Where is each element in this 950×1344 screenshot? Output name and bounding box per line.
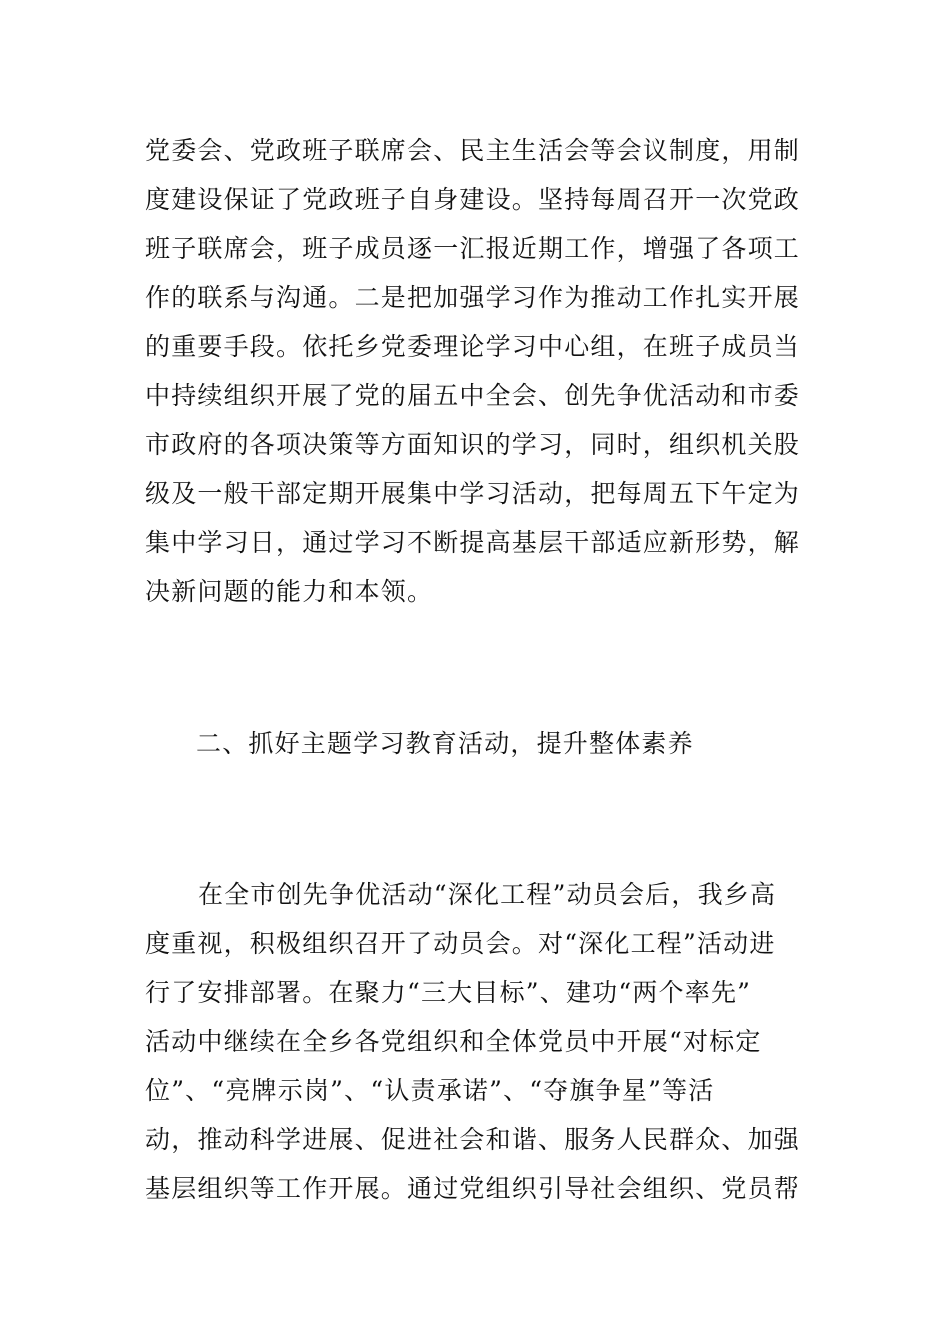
section-heading: 二、抓好主题学习教育活动，提升整体素养	[196, 729, 694, 758]
paragraph-line: 位”、“亮牌示岗”、“认责承诺”、“夺旗争星”等活	[145, 1076, 715, 1105]
paragraph-line: 活动中继续在全乡各党组织和全体党员中开展“对标定	[145, 1027, 762, 1056]
paragraph-line: 在全市创先争优活动“深化工程”动员会后，我乡高	[198, 880, 777, 909]
paragraph-line: 动，推动科学进展、促进社会和谐、服务人民群众、加强	[145, 1125, 801, 1154]
paragraph-line: 集中学习日，通过学习不断提高基层干部适应新形势，解	[145, 528, 801, 557]
paragraph-line: 决新问题的能力和本领。	[145, 577, 434, 606]
paragraph-line: 的重要手段。依托乡党委理论学习中心组，在班子成员当	[145, 332, 801, 361]
paragraph-line: 基层组织等工作开展。通过党组织引导社会组织、党员帮	[145, 1174, 801, 1203]
paragraph-line: 度重视，积极组织召开了动员会。对“深化工程”活动进	[145, 929, 776, 958]
paragraph-line: 党委会、党政班子联席会、民主生活会等会议制度，用制	[145, 136, 801, 165]
paragraph-line: 行了安排部署。在聚力“三大目标”、建功“两个率先”	[145, 978, 752, 1007]
paragraph-line: 中持续组织开展了党的届五中全会、创先争优活动和市委	[145, 381, 801, 410]
paragraph-line: 级及一般干部定期开展集中学习活动，把每周五下午定为	[145, 479, 801, 508]
paragraph-line: 班子联席会，班子成员逐一汇报近期工作，增强了各项工	[145, 234, 801, 263]
paragraph-line: 市政府的各项决策等方面知识的学习，同时，组织机关股	[145, 430, 801, 459]
paragraph-line: 作的联系与沟通。二是把加强学习作为推动工作扎实开展	[145, 283, 801, 312]
paragraph-line: 度建设保证了党政班子自身建设。坚持每周召开一次党政	[145, 185, 801, 214]
